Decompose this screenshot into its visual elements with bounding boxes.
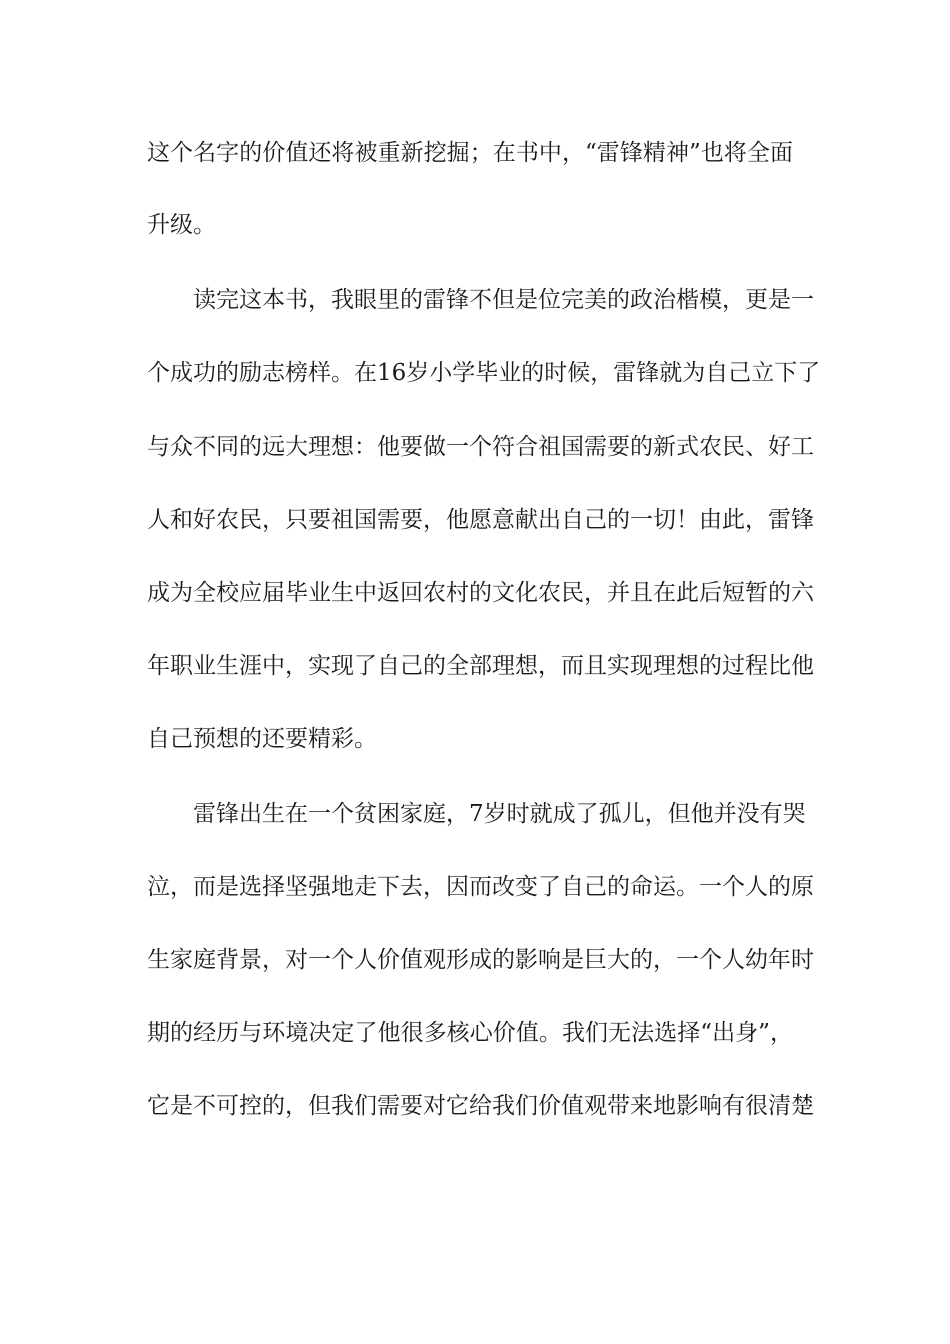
text-line-2: 升级。 (147, 212, 216, 238)
text-line-13: 期的经历与环境决定了他很多核心价值。我们无法选择“出身”， (147, 1020, 793, 1046)
text-line-7: 成为全校应届毕业生中返回农村的文化农民，并且在此后短暂的六 (147, 580, 814, 606)
text-line-4: 个成功的励志榜样。在16岁小学毕业的时候，雷锋就为自己立下了 (147, 360, 821, 386)
text-line-10: 雷锋出生在一个贫困家庭，7岁时就成了孤儿，但他并没有哭 (193, 801, 806, 827)
text-line-8: 年职业生涯中，实现了自己的全部理想，而且实现理想的过程比他 (147, 653, 814, 679)
text-line-6: 人和好农民，只要祖国需要，他愿意献出自己的一切！由此，雷锋 (147, 507, 814, 533)
text-line-14: 它是不可控的，但我们需要对它给我们价值观带来地影响有很清楚 (147, 1093, 814, 1119)
text-line-9: 自己预想的还要精彩。 (147, 726, 377, 752)
text-line-12: 生家庭背景，对一个人价值观形成的影响是巨大的，一个人幼年时 (147, 947, 814, 973)
text-line-1: 这个名字的价值还将被重新挖掘；在书中，“雷锋精神”也将全面 (147, 140, 793, 166)
text-line-5: 与众不同的远大理想：他要做一个符合祖国需要的新式农民、好工 (147, 434, 814, 460)
text-line-3: 读完这本书，我眼里的雷锋不但是位完美的政治楷模，更是一 (193, 287, 814, 313)
text-line-11: 泣，而是选择坚强地走下去，因而改变了自己的命运。一个人的原 (147, 874, 814, 900)
